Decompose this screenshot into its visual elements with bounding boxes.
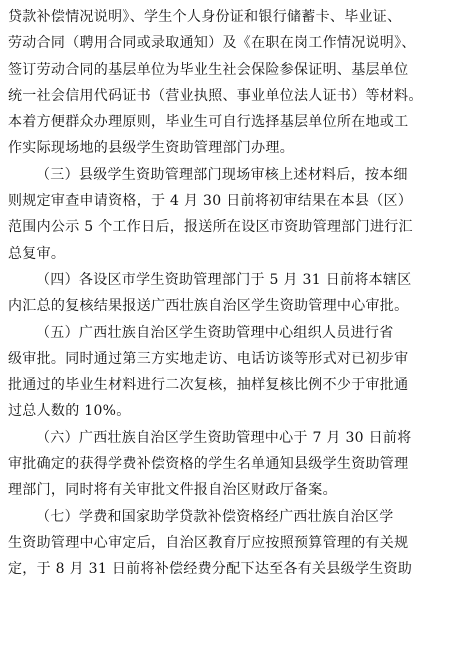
document-body	[8, 4, 463, 583]
text-line: 级审批。同时通过第三方实地走访、电话访谈等形式对已初步审	[8, 350, 409, 367]
text-line: 总复审。	[8, 245, 66, 262]
text-line: 过总人数的 10%。	[8, 403, 131, 420]
text-line: 作实际现场地的县级学生资助管理部门办理。	[8, 140, 294, 157]
text-line: 劳动合同（聘用合同或录取通知）及《在职在岗工作情况说明》、	[8, 35, 416, 52]
text-line: （四）各设区市学生资助管理部门于 5 月 31 日前将本辖区	[36, 271, 412, 288]
text-line: （五）广西壮族自治区学生资助管理中心组织人员进行省	[36, 324, 394, 341]
text-line: （六）广西壮族自治区学生资助管理中心于 7 月 30 日前将	[36, 429, 412, 446]
text-line: 贷款补偿情况说明》、学生个人身份证和银行储蓄卡、毕业证、	[8, 9, 402, 25]
text-line: 批通过的毕业生材料进行二次复核，抽样复核比例不少于审批通	[8, 377, 409, 394]
text-line: 范围内公示 5 个工作日后，报送所在设区市资助管理部门进行汇	[8, 219, 413, 236]
text-line: 理部门，同时将有关审批文件报自治区财政厅备案。	[8, 482, 337, 499]
text-line: 统一社会信用代码证书（营业执照、事业单位法人证书）等材料。	[8, 87, 423, 104]
text-line: 内汇总的复核结果报送广西壮族自治区学生资助管理中心审批。	[8, 298, 409, 315]
text-line: 则规定审查申请资格，于 4 月 30 日前将初审结果在本县（区）	[8, 193, 413, 210]
text-line: （七）学费和国家助学贷款补偿资格经广西壮族自治区学	[36, 508, 394, 525]
text-line: 审批确定的获得学费补偿资格的学生名单通知县级学生资助管理	[8, 456, 409, 473]
text-line: 生资助管理中心审定后，自治区教育厅应按照预算管理的有关规	[8, 534, 409, 551]
text-line: 签订劳动合同的基层单位为毕业生社会保险参保证明、基层单位	[8, 61, 409, 78]
text-line: 本着方便群众办理原则，毕业生可自行选择基层单位所在地或工	[8, 114, 409, 131]
text-line: 定，于 8 月 31 日前将补偿经费分配下达至各有关县级学生资助	[8, 561, 413, 578]
text-line: （三）县级学生资助管理部门现场审核上述材料后，按本细	[36, 166, 408, 183]
